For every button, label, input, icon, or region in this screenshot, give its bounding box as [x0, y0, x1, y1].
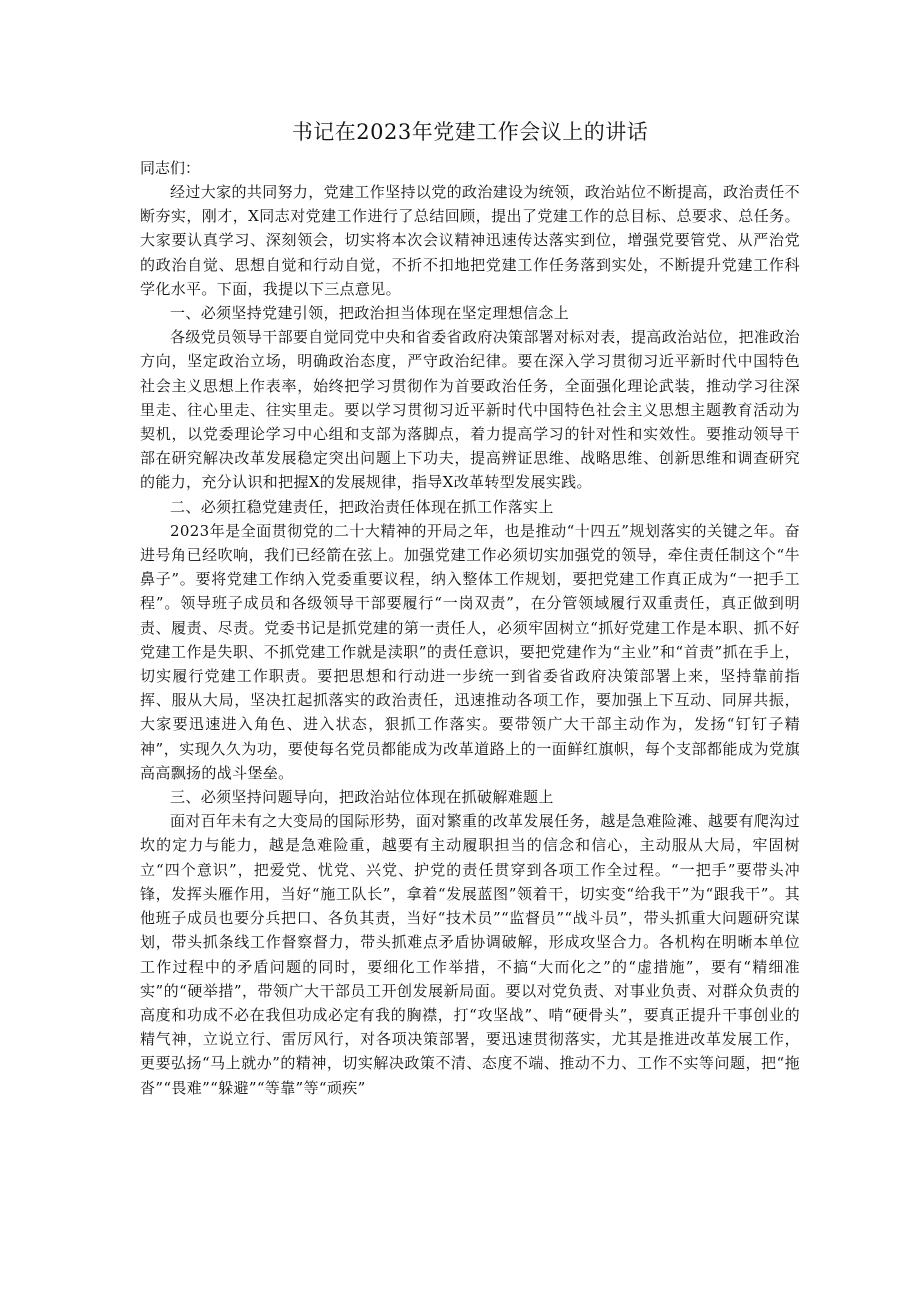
paragraph-intro: 经过大家的共同努力，党建工作坚持以党的政治建设为统领，政治站位不断提高，政治责任不断夯实，刚才，X同志对党建工作进行了总结回顾，提出了党建工作的总目标、总要求、总任务。大家要认真学习、深刻领会，切实将本次会议精神迅速传达落实到位，增强党要管党、从严治党的政治自觉、思想自觉和行动自觉，不折不扣地把党建工作任务落到实处，不断提升党建工作科学化水平。下面，我提以下三点意见。	[140, 183, 800, 298]
paragraph-section-1: 各级党员领导干部要自觉同党中央和省委省政府决策部署对标对表，提高政治站位，把准政治方向，坚定政治立场，明确政治态度，严守政治纪律。要在深入学习贯彻习近平新时代中国特色社会主义思想上作表率，始终把学习贯彻作为首要政治任务，全面强化理论武装，推动学习往深里走、往心里走、往实里走。要以学习贯彻习近平新时代中国特色社会主义思想主题教育活动为契机，以党委理论学习中心组和支部为落脚点，着力提高学习的针对性和实效性。要推动领导干部在研究解决改革发展稳定突出问题上下功夫，提高辨证思维、战略思维、创新思维和调查研究的能力，充分认识和把握X的发展规律，指导X改革转型发展实践。	[140, 328, 800, 492]
document-page	[140, 112, 800, 1100]
salutation: 同志们：	[140, 159, 201, 177]
paragraph-section-3: 面对百年未有之大变局的国际形势，面对繁重的改革发展任务，越是急难险滩、越要有爬沟过坎的定力与能力，越是急难险重，越要有主动履职担当的信念和信心，主动服从大局，牢固树立“四个意识”，把爱党、忧党、兴党、护党的责任贯穿到各项工作全过程。“一把手”要带头冲锋，发挥头雁作用，当好“施工队长”，拿着“发展蓝图”领着干，切实变“给我干”为“跟我干”。其他班子成员也要分兵把口、各负其责，当好“技术员”“监督员”“战斗员”，带头抓重大问题研究谋划，带头抓条线工作督察督力，带头抓难点矛盾协调破解，形成攻坚合力。各机构在明晰本单位工作过程中的矛盾问题的同时，要细化工作举措，不搞“大而化之”的“虚措施”，要有“精细准实”的“硬举措”，带领广大干部员工开创发展新局面。要以对党负责、对事业负责、对群众负责的高度和功成不必在我但功成必定有我的胸襟，打“攻坚战”、啃“硬骨头”，要真正提升干事创业的精气神，立说立行、雷厉风行，对各项决策部署，要迅速贯彻落实，尤其是推进改革发展工作，更要弘扬“马上就办”的精神，切实解决政策不清、态度不端、推动不力、工作不实等问题，把“拖沓”“畏难”“躲避”“等靠”等“顽疾”	[140, 812, 800, 1097]
document-title: 书记在2023年党建工作会议上的讲话	[291, 120, 649, 144]
section-heading-2: 二、必须扛稳党建责任，把政治责任体现在抓工作落实上	[170, 497, 554, 516]
paragraph-section-2: 2023年是全面贯彻党的二十大精神的开局之年，也是推动“十四五”规划落实的关键之年。奋进号角已经吹响，我们已经箭在弦上。加强党建工作必须切实加强党的领导，牵住责任制这个“牛鼻子”。要将党建工作纳入党委重要议程，纳入整体工作规划，要把党建工作真正成为“一把手工程”。领导班子成员和各级领导干部要履行“一岗双责”，在分管领域履行双重责任，真正做到明责、履责、尽责。党委书记是抓党建的第一责任人，必须牢固树立“抓好党建工作是本职、抓不好党建工作是失职、不抓党建工作就是渎职”的责任意识，要把党建作为“主业”和“首责”抓在手上，切实履行党建工作职责。要把思想和行动进一步统一到省委省政府决策部署上来，坚持靠前指挥、服从大局，坚决扛起抓落实的政治责任，迅速推动各项工作，要加强上下互动、同屏共振，大家要迅速进入角色、进入状态，狠抓工作落实。要带领广大干部主动作为，发扬“钉钉子精神”，实现久久为功，要使每名党员都能成为改革道路上的一面鲜红旗帜，每个支部都能成为党旗高高飘扬的战斗堡垒。	[140, 521, 800, 782]
section-heading-1: 一、必须坚持党建引领，把政治担当体现在坚定理想信念上	[170, 304, 570, 323]
section-heading-3: 三、必须坚持问题导向，把政治站位体现在抓破解难题上	[170, 788, 554, 807]
